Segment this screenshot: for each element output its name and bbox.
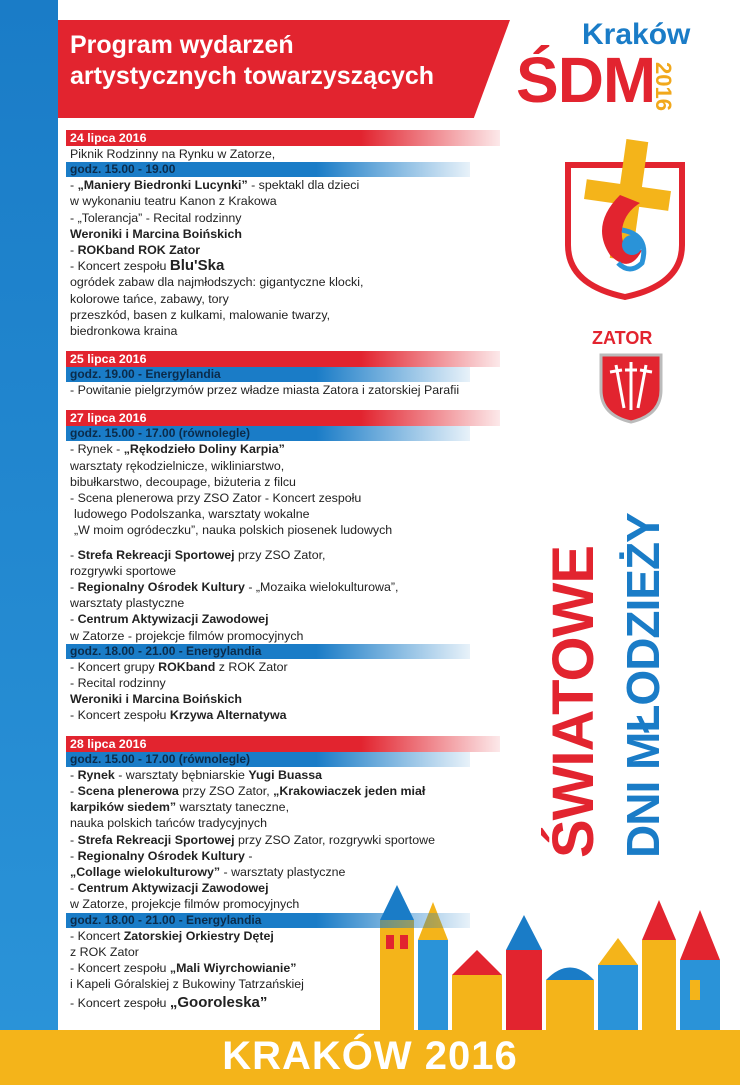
text: przy ZSO Zator, xyxy=(234,547,326,562)
event-line xyxy=(70,441,540,457)
text: - warsztaty plastyczne xyxy=(220,864,346,879)
text: - spektakl dla dzieci xyxy=(247,178,360,193)
event-title: ROKband ROK Zator xyxy=(77,243,201,258)
text: - xyxy=(244,848,253,863)
text: - Koncert zespołu xyxy=(70,708,170,723)
title-line-2: artystycznych towarzyszących xyxy=(70,62,435,90)
event-line: ogródek zabaw dla najmłodszych: gigantyczne klocki, xyxy=(70,275,364,290)
event-title: „Gooroleska” xyxy=(169,994,268,1012)
event-line: w Zatorze - projekcje filmów promocyjnych xyxy=(70,628,304,643)
sdm-abbr: ŚDM xyxy=(516,44,656,116)
event-title: Centrum Aktywizacji Zawodowej xyxy=(77,881,269,896)
text: - xyxy=(70,547,78,562)
text: warsztaty taneczne, xyxy=(176,800,290,815)
text: - Koncert grupy xyxy=(70,659,159,674)
event-line xyxy=(70,832,540,848)
zator-label: ZATOR xyxy=(592,328,653,348)
text: - warsztaty bębniarskie xyxy=(114,767,249,782)
event-line: i Kapeli Góralskiej z Bukowiny Tatrzańskiej xyxy=(70,977,304,992)
date-bar: 28 lipca 2016 xyxy=(66,736,500,752)
text: - xyxy=(70,848,78,863)
event-line: bibułkarstwo, decoupage, biżuteria z filcu xyxy=(70,474,296,489)
event-title: ROKband xyxy=(158,659,216,674)
event-line xyxy=(70,579,540,595)
page-title xyxy=(70,30,490,92)
text: - xyxy=(70,881,78,896)
vertical-title-blue: DNI MŁODZIEŻY xyxy=(617,513,669,858)
event-line xyxy=(70,848,540,864)
event-line: nauka polskich tańców tradycyjnych xyxy=(70,816,267,831)
event-title: Regionalny Ośrodek Kultury xyxy=(77,848,245,863)
event-line: w wykonaniu teatru Kanon z Krakowa xyxy=(70,194,277,209)
sdm-year: 2016 xyxy=(651,62,676,111)
event-title: Yugi Buassa xyxy=(248,767,323,782)
event-line xyxy=(70,258,540,274)
event-line: - Scena plenerowa przy ZSO Zator - Koncert zespołu xyxy=(70,491,362,506)
event-line xyxy=(70,547,540,563)
time-bar: godz. 18.00 - 21.00 - Energylandia xyxy=(66,913,470,928)
event-title: „Krakowiaczek jeden miał xyxy=(273,783,426,798)
event-line xyxy=(70,799,540,815)
event-line: - „Tolerancja” - Recital rodzinny xyxy=(70,210,242,225)
event-line xyxy=(70,995,540,1011)
event-title: „Collage wielokulturowy” xyxy=(70,864,221,879)
schedule xyxy=(70,130,540,1012)
text: przy ZSO Zator, xyxy=(178,783,274,798)
event-title: Krzywa Alternatywa xyxy=(169,708,287,723)
event-line: kolorowe tańce, zabawy, tory xyxy=(70,291,229,306)
event-line xyxy=(70,242,540,258)
event-line: biedronkowa kraina xyxy=(70,324,178,339)
event-line: w Zatorze, projekcje filmów promocyjnych xyxy=(70,897,300,912)
text: - Koncert zespołu xyxy=(70,259,170,274)
sdm-city: Kraków xyxy=(582,18,691,51)
event-line: - Powitanie pielgrzymów przez władze miasta Zatora i zatorskiej Parafii xyxy=(70,383,460,398)
text: - xyxy=(70,580,78,595)
event-title: Blu'Ska xyxy=(169,257,225,275)
event-line: „W moim ogródeczku”, nauka polskich piosenek ludowych xyxy=(74,523,393,538)
title-line-1: Program wydarzeń xyxy=(70,31,294,59)
event-line xyxy=(70,177,540,193)
event-line xyxy=(70,659,540,675)
date-bar: 27 lipca 2016 xyxy=(66,410,500,426)
event-title: Zatorskiej Orkiestry Dętej xyxy=(123,928,274,943)
date-bar: 24 lipca 2016 xyxy=(66,130,500,146)
event-title: Scena plenerowa xyxy=(77,783,179,798)
event-line: Piknik Rodzinny na Rynku w Zatorze, xyxy=(70,147,276,161)
time-bar: godz. 15.00 - 19.00 xyxy=(66,162,470,177)
event-line xyxy=(70,783,540,799)
wyd-logo-icon xyxy=(560,135,690,305)
event-title: „Maniery Biedronki Lucynki” xyxy=(77,178,248,193)
spacer xyxy=(70,398,540,410)
text: - Koncert zespołu xyxy=(70,996,170,1011)
spacer xyxy=(70,339,540,351)
text: - „Mozaika wielokulturowa”, xyxy=(244,580,399,595)
event-line: warsztaty plastyczne xyxy=(70,596,185,611)
spacer xyxy=(70,539,540,547)
event-line: Weroniki i Marcina Boińskich xyxy=(70,226,242,241)
event-line xyxy=(70,960,540,976)
text: - Koncert xyxy=(70,928,124,943)
event-title: Strefa Rekreacji Sportowej xyxy=(77,832,235,847)
event-title: Rynek xyxy=(77,767,115,782)
text: przy ZSO Zator, rozgrywki sportowe xyxy=(234,832,435,847)
event-line: ludowego Podolszanka, warsztaty wokalne xyxy=(74,507,310,522)
time-bar: godz. 15.00 - 17.00 (równolegle) xyxy=(66,752,470,767)
event-title: Centrum Aktywizacji Zawodowej xyxy=(77,612,269,627)
event-line xyxy=(70,611,540,627)
event-title: Regionalny Ośrodek Kultury xyxy=(77,580,245,595)
event-line xyxy=(70,864,540,880)
event-line: z ROK Zator xyxy=(70,944,139,959)
event-line: Weroniki i Marcina Boińskich xyxy=(70,692,242,707)
event-line: - Recital rodzinny xyxy=(70,676,166,691)
text: z ROK Zator xyxy=(215,659,288,674)
event-line xyxy=(70,928,540,944)
text: - xyxy=(70,783,78,798)
text: - xyxy=(70,612,78,627)
event-line: warsztaty rękodzielnicze, wikliniarstwo, xyxy=(70,458,285,473)
text: - xyxy=(70,243,78,258)
vertical-title-red: ŚWIATOWE xyxy=(541,545,606,858)
time-bar: godz. 15.00 - 17.00 (równolegle) xyxy=(66,426,470,441)
event-line: rozgrywki sportowe xyxy=(70,563,177,578)
event-title: Strefa Rekreacji Sportowej xyxy=(77,547,235,562)
text: - xyxy=(70,178,78,193)
text: - Koncert zespołu xyxy=(70,960,170,975)
left-blue-strip xyxy=(0,0,58,1030)
event-title: „Rękodzieło Doliny Karpia” xyxy=(123,442,285,457)
time-bar: godz. 18.00 - 21.00 - Energylandia xyxy=(66,644,470,659)
text: - xyxy=(70,767,78,782)
event-title: „Mali Wiyrchowianie” xyxy=(169,960,297,975)
event-line: przeszkód, basen z kulkami, malowanie twarzy, xyxy=(70,307,331,322)
event-title: karpików siedem” xyxy=(70,800,177,815)
zator-crest-icon xyxy=(596,350,666,430)
text: - xyxy=(70,832,78,847)
event-line xyxy=(70,880,540,896)
time-bar: godz. 19.00 - Energylandia xyxy=(66,367,470,382)
spacer xyxy=(70,724,540,736)
event-line xyxy=(70,707,540,723)
footer-title: KRAKÓW 2016 xyxy=(222,1034,518,1078)
date-bar: 25 lipca 2016 xyxy=(66,351,500,367)
text: - Rynek - xyxy=(70,442,124,457)
event-line xyxy=(70,767,540,783)
